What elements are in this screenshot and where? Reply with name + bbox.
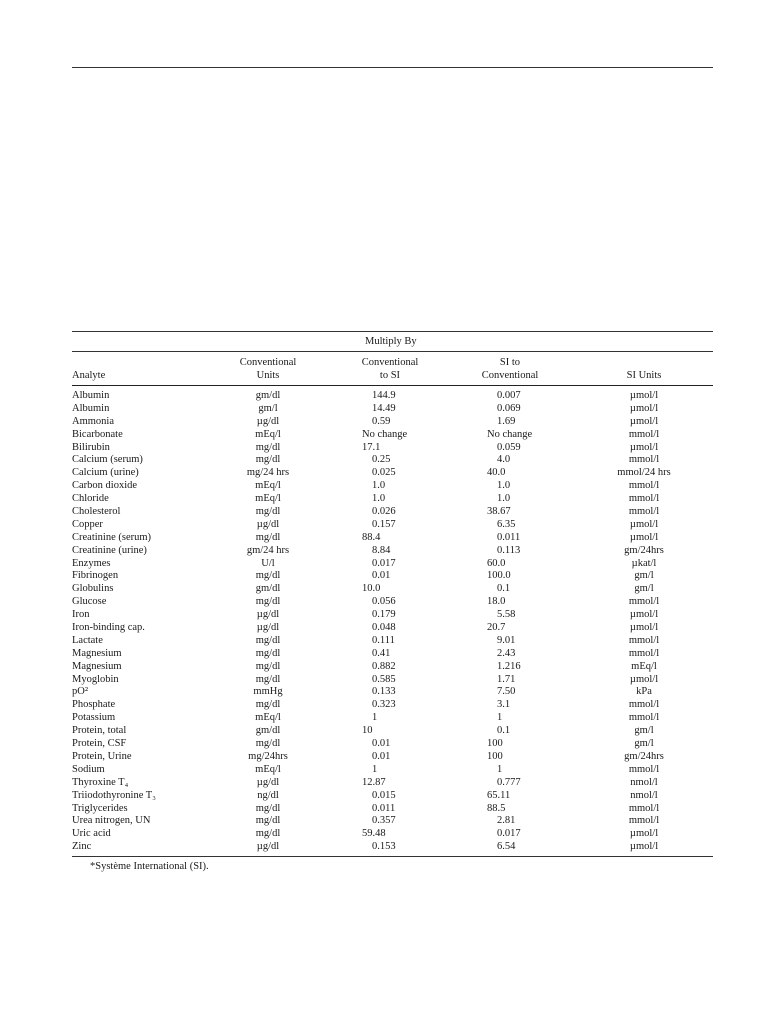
conventional-units-cell: gm/dl — [255, 583, 281, 595]
si-to-conventional-cell: 1.0 — [497, 493, 511, 505]
conventional-units-cell: mEq/l — [255, 493, 281, 505]
si-to-conventional-cell: 0.069 — [497, 402, 521, 414]
conventional-to-si-cell: 0.01 — [372, 738, 391, 750]
table-row — [72, 648, 713, 661]
si-units-cell: gm/l — [634, 570, 654, 582]
si-units-cell: mmol/l — [628, 428, 660, 440]
si-to-conventional-cell: 0.007 — [497, 390, 521, 401]
conventional-to-si-cell: 1 — [372, 712, 378, 724]
si-to-conventional-cell: 0.059 — [497, 441, 521, 453]
table-row — [72, 506, 713, 519]
si-units-cell: gm/24hrs — [624, 544, 664, 556]
si-to-conventional-cell: 1.0 — [497, 480, 511, 492]
table-row — [72, 725, 713, 738]
si-to-conventional-cell: 0.1 — [497, 583, 511, 595]
conventional-to-si-cell: 88.4 — [362, 531, 381, 543]
conventional-to-si-cell: 0.01 — [372, 570, 391, 582]
si-to-conventional-cell: 0.113 — [497, 544, 521, 556]
table-row — [72, 416, 713, 429]
conventional-to-si-cell: 0.357 — [372, 815, 396, 827]
conventional-units-cell: gm/24 hrs — [246, 544, 290, 556]
si-to-conventional-cell: 4.0 — [497, 454, 511, 466]
si-to-conventional-cell: 20.7 — [487, 622, 506, 634]
si-to-conventional-cell: 5.58 — [497, 609, 516, 621]
table-row — [72, 751, 713, 764]
si-units-cell: µmol/l — [629, 828, 659, 840]
si-units-cell: kPa — [636, 686, 652, 698]
si-to-conventional-cell: 65.11 — [487, 789, 511, 801]
conventional-to-si-cell: 0.323 — [372, 699, 396, 711]
conventional-units-cell: gm/l — [258, 402, 278, 414]
si-to-conventional-cell: 0.1 — [497, 725, 511, 737]
conventional-to-si-cell: 1 — [372, 763, 378, 775]
analyte-cell: Calcium (urine) — [72, 467, 139, 479]
conventional-units-cell: gm/dl — [255, 390, 281, 401]
conventional-units-cell: mmHg — [253, 686, 283, 698]
si-units-cell: µmol/l — [629, 390, 659, 401]
analyte-cell: Glucose — [72, 596, 107, 608]
conversion-table — [72, 331, 713, 857]
conventional-to-si-cell: 0.048 — [372, 622, 396, 634]
conventional-to-si-cell: 0.41 — [372, 647, 391, 659]
si-units-cell: mmol/l — [628, 493, 660, 505]
si-to-conventional-cell: 60.0 — [487, 557, 506, 569]
conventional-to-si-cell: 0.882 — [372, 660, 396, 672]
header-si-to-conventional: SI to Conventional — [481, 357, 539, 381]
table-row — [72, 686, 713, 699]
si-units-cell: mmol/l — [628, 647, 660, 659]
page-top-rule — [72, 67, 713, 68]
si-to-conventional-cell: 1.71 — [497, 673, 516, 685]
conventional-to-si-cell: 10.0 — [362, 583, 381, 595]
si-units-cell: nmol/l — [630, 789, 658, 801]
analyte-cell: Potassium — [72, 712, 116, 724]
table-row — [72, 828, 713, 841]
analyte-cell: Ammonia — [72, 415, 114, 427]
conventional-to-si-cell: 0.585 — [372, 673, 396, 685]
table-row — [72, 532, 713, 545]
analyte-cell: Copper — [72, 518, 103, 530]
conventional-units-cell: mg/dl — [255, 570, 281, 582]
si-to-conventional-cell: 38.67 — [487, 506, 511, 518]
conventional-units-cell: mg/dl — [255, 815, 281, 827]
conventional-to-si-cell: 1.0 — [372, 493, 386, 505]
conventional-units-cell: mg/dl — [255, 454, 281, 466]
table-row — [72, 712, 713, 725]
table-row — [72, 467, 713, 480]
analyte-cell: Enzymes — [72, 557, 111, 569]
table-row — [72, 519, 713, 532]
analyte-cell: Thyroxine T₄ — [72, 776, 129, 788]
conventional-units-cell: µg/dl — [256, 518, 280, 530]
si-to-conventional-cell: 88.5 — [487, 802, 506, 814]
table-row — [72, 596, 713, 609]
si-units-cell: µkat/l — [631, 557, 657, 569]
conventional-units-cell: mg/dl — [255, 738, 281, 750]
analyte-cell: Protein, Urine — [72, 750, 132, 762]
conventional-to-si-cell: 0.017 — [372, 557, 396, 569]
analyte-cell: Calcium (serum) — [72, 454, 143, 466]
si-to-conventional-cell: 1.69 — [497, 415, 516, 427]
si-units-cell: µmol/l — [629, 622, 659, 634]
table-row — [72, 480, 713, 493]
conventional-to-si-cell: 0.025 — [372, 467, 396, 479]
si-units-cell: mmol/l — [628, 596, 660, 608]
conventional-units-cell: mEq/l — [255, 428, 281, 440]
conventional-to-si-cell: 10 — [362, 725, 373, 737]
header-si-units: SI Units — [626, 370, 662, 381]
analyte-cell: Triglycerides — [72, 802, 128, 814]
analyte-cell: Triiodothyronine T₃ — [72, 789, 156, 801]
analyte-cell: Albumin — [72, 402, 110, 414]
analyte-cell: Protein, CSF — [72, 738, 127, 750]
analyte-cell: Magnesium — [72, 647, 122, 659]
table-row — [72, 609, 713, 622]
si-to-conventional-cell: 100 — [487, 750, 503, 762]
table-body — [72, 386, 713, 854]
si-to-conventional-cell: 3.1 — [497, 699, 511, 711]
conventional-to-si-cell: 0.01 — [372, 750, 391, 762]
conventional-to-si-cell: 0.179 — [372, 609, 396, 621]
analyte-cell: Creatinine (urine) — [72, 544, 147, 556]
si-units-cell: µmol/l — [629, 441, 659, 453]
conventional-units-cell: mg/dl — [255, 531, 281, 543]
analyte-cell: Iron — [72, 609, 90, 621]
conventional-units-cell: mg/dl — [255, 828, 281, 840]
si-units-cell: mmol/l — [628, 699, 660, 711]
conventional-units-cell: mg/24 hrs — [246, 467, 290, 479]
analyte-cell: Myoglobin — [72, 673, 119, 685]
conventional-units-cell: ng/dl — [257, 789, 279, 801]
table-row — [72, 622, 713, 635]
si-to-conventional-cell: 100 — [487, 738, 503, 750]
table-row — [72, 674, 713, 687]
si-units-cell: µmol/l — [629, 518, 659, 530]
si-units-cell: mmol/l — [628, 480, 660, 492]
table-row — [72, 803, 713, 816]
multiply-by-header: Multiply By — [365, 336, 417, 347]
table-bottom-rule — [72, 856, 713, 857]
table-row — [72, 442, 713, 455]
si-units-cell: µmol/l — [629, 673, 659, 685]
si-units-cell: mmol/l — [628, 712, 660, 724]
analyte-cell: Magnesium — [72, 660, 122, 672]
analyte-cell: Iron-binding cap. — [72, 622, 145, 634]
table-row — [72, 764, 713, 777]
table-row — [72, 390, 713, 403]
si-to-conventional-cell: No change — [487, 428, 533, 440]
table-row — [72, 699, 713, 712]
si-to-conventional-cell: 2.81 — [497, 815, 516, 827]
conventional-to-si-cell: 0.011 — [372, 802, 396, 814]
conventional-units-cell: mg/dl — [255, 673, 281, 685]
footnote: *Système International (SI). — [90, 861, 209, 872]
si-units-cell: mmol/l — [628, 815, 660, 827]
si-to-conventional-cell: 1 — [497, 763, 503, 775]
si-units-cell: gm/24hrs — [624, 750, 664, 762]
conventional-units-cell: µg/dl — [256, 622, 280, 634]
conventional-units-cell: mg/dl — [255, 802, 281, 814]
si-to-conventional-cell: 40.0 — [487, 467, 506, 479]
header-analyte: Analyte — [72, 370, 106, 381]
header-conventional-to-si: Conventional to SI — [361, 357, 419, 381]
si-units-cell: µmol/l — [629, 531, 659, 543]
table-row — [72, 403, 713, 416]
analyte-cell: Urea nitrogen, UN — [72, 815, 151, 827]
conventional-units-cell: µg/dl — [256, 841, 280, 853]
table-row — [72, 841, 713, 854]
si-units-cell: µmol/l — [629, 609, 659, 621]
table-row — [72, 661, 713, 674]
si-units-cell: mmol/l — [628, 634, 660, 646]
table-row — [72, 583, 713, 596]
conventional-units-cell: mEq/l — [255, 480, 281, 492]
si-to-conventional-cell: 100.0 — [487, 570, 511, 582]
conventional-to-si-cell: 0.015 — [372, 789, 396, 801]
analyte-cell: Bicarbonate — [72, 428, 123, 440]
si-units-cell: gm/l — [634, 738, 654, 750]
table-row — [72, 790, 713, 803]
conventional-to-si-cell: 17.1 — [362, 441, 381, 453]
si-to-conventional-cell: 18.0 — [487, 596, 506, 608]
si-units-cell: mmol/l — [628, 802, 660, 814]
conventional-units-cell: mg/dl — [255, 699, 281, 711]
analyte-cell: Carbon dioxide — [72, 480, 138, 492]
table-row — [72, 558, 713, 571]
si-units-cell: mmol/24 hrs — [617, 467, 671, 479]
analyte-cell: Creatinine (serum) — [72, 531, 152, 543]
analyte-cell: pO² — [72, 686, 88, 698]
si-units-cell: mmol/l — [628, 763, 660, 775]
conventional-to-si-cell: 144.9 — [372, 390, 396, 401]
conventional-units-cell: mg/dl — [255, 506, 281, 518]
table-row — [72, 815, 713, 828]
analyte-cell: Fibrinogen — [72, 570, 119, 582]
conventional-units-cell: mg/24hrs — [248, 750, 288, 762]
conventional-to-si-cell: 0.153 — [372, 841, 396, 853]
table-row — [72, 635, 713, 648]
conventional-to-si-cell: 0.111 — [372, 634, 395, 646]
si-to-conventional-cell: 0.017 — [497, 828, 521, 840]
si-to-conventional-cell: 6.54 — [497, 841, 516, 853]
analyte-cell: Albumin — [72, 390, 110, 401]
si-to-conventional-cell: 6.35 — [497, 518, 516, 530]
si-to-conventional-cell: 7.50 — [497, 686, 516, 698]
conventional-units-cell: µg/dl — [256, 609, 280, 621]
analyte-cell: Phosphate — [72, 699, 116, 711]
conventional-units-cell: mEq/l — [255, 712, 281, 724]
table-row — [72, 429, 713, 442]
conventional-units-cell: gm/dl — [255, 725, 281, 737]
si-units-cell: mmol/l — [628, 454, 660, 466]
conventional-units-cell: mEq/l — [255, 763, 281, 775]
table-row — [72, 738, 713, 751]
conventional-to-si-cell: No change — [362, 428, 408, 440]
table-row — [72, 454, 713, 467]
si-units-cell: µmol/l — [629, 415, 659, 427]
conventional-to-si-cell: 8.84 — [372, 544, 391, 556]
si-to-conventional-cell: 0.777 — [497, 776, 521, 788]
conventional-units-cell: mg/dl — [255, 441, 281, 453]
conventional-units-cell: µg/dl — [256, 776, 280, 788]
table-row — [72, 493, 713, 506]
conventional-to-si-cell: 0.133 — [372, 686, 396, 698]
si-units-cell: µmol/l — [629, 841, 659, 853]
header-conventional-units: Conventional Units — [239, 357, 297, 381]
group-header-row — [72, 332, 713, 351]
conventional-to-si-cell: 0.157 — [372, 518, 396, 530]
analyte-cell: Globulins — [72, 583, 114, 595]
si-units-cell: gm/l — [634, 725, 654, 737]
si-units-cell: µmol/l — [629, 402, 659, 414]
table-row — [72, 777, 713, 790]
analyte-cell: Zinc — [72, 841, 92, 853]
si-to-conventional-cell: 0.011 — [497, 531, 521, 543]
conventional-units-cell: mg/dl — [255, 647, 281, 659]
conventional-to-si-cell: 14.49 — [372, 402, 396, 414]
column-header-row — [72, 352, 713, 385]
analyte-cell: Lactate — [72, 634, 103, 646]
si-units-cell: mEq/l — [631, 660, 657, 672]
si-to-conventional-cell: 1 — [497, 712, 503, 724]
analyte-cell: Sodium — [72, 763, 105, 775]
si-to-conventional-cell: 2.43 — [497, 647, 516, 659]
conventional-units-cell: U/l — [261, 557, 275, 569]
si-units-cell: mmol/l — [628, 506, 660, 518]
si-units-cell: gm/l — [634, 583, 654, 595]
analyte-cell: Cholesterol — [72, 506, 121, 518]
analyte-cell: Bilirubin — [72, 441, 110, 453]
analyte-cell: Uric acid — [72, 828, 111, 840]
conventional-units-cell: µg/dl — [256, 415, 280, 427]
table-row — [72, 545, 713, 558]
conventional-to-si-cell: 59.48 — [362, 828, 386, 840]
si-to-conventional-cell: 9.01 — [497, 634, 516, 646]
table-row — [72, 570, 713, 583]
analyte-cell: Protein, total — [72, 725, 127, 737]
conventional-units-cell: mg/dl — [255, 660, 281, 672]
analyte-cell: Chloride — [72, 493, 109, 505]
conventional-units-cell: mg/dl — [255, 634, 281, 646]
si-units-cell: nmol/l — [630, 776, 658, 788]
conventional-units-cell: mg/dl — [255, 596, 281, 608]
conventional-to-si-cell: 0.056 — [372, 596, 396, 608]
conventional-to-si-cell: 0.25 — [372, 454, 391, 466]
conventional-to-si-cell: 0.026 — [372, 506, 396, 518]
si-to-conventional-cell: 1.216 — [497, 660, 521, 672]
conventional-to-si-cell: 12.87 — [362, 776, 386, 788]
conventional-to-si-cell: 1.0 — [372, 480, 386, 492]
conventional-to-si-cell: 0.59 — [372, 415, 391, 427]
